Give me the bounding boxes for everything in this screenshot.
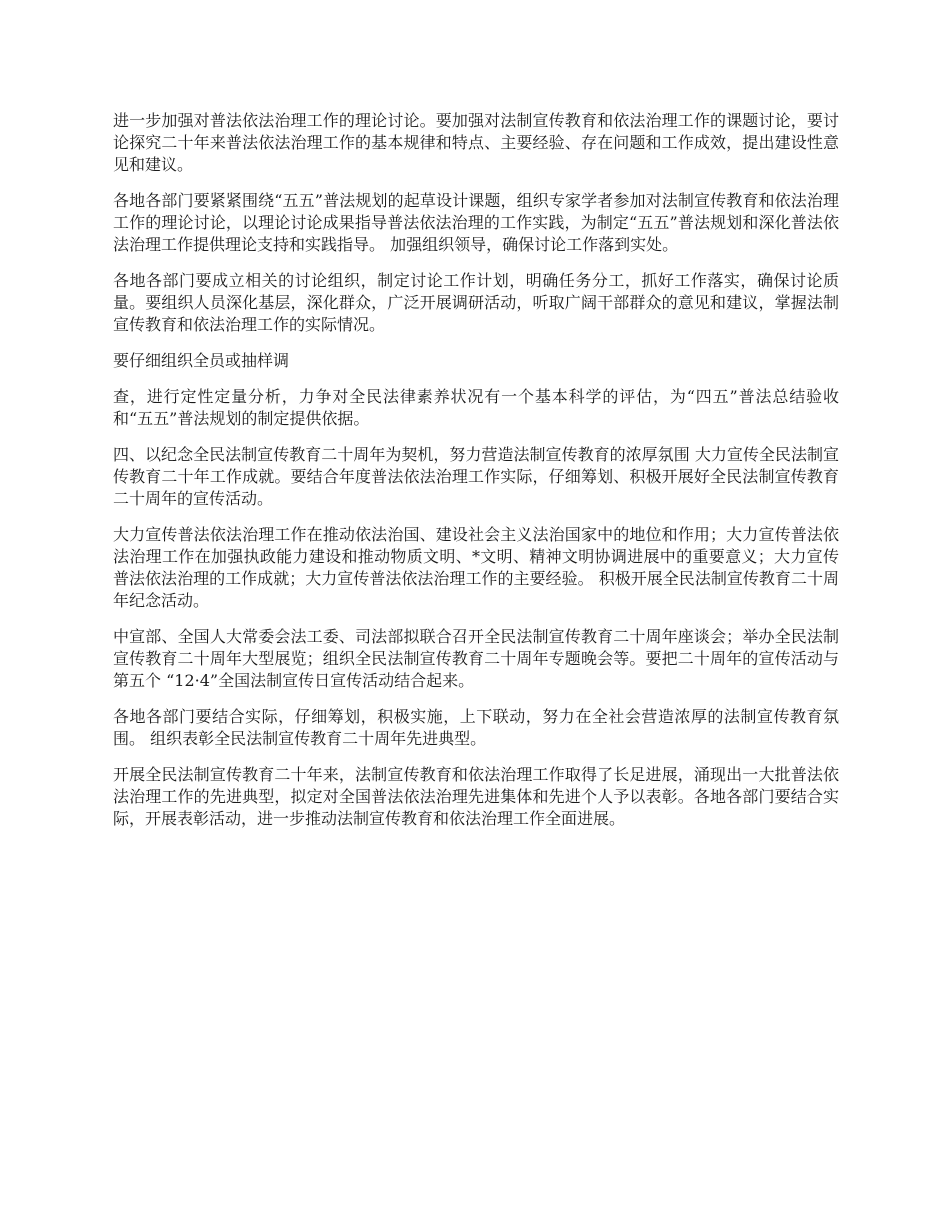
paragraph-5: 查，进行定性定量分析，力争对全民法律素养状况有一个基本科学的评估，为“四五”普法总结验收和“五五”普法规划的制定提供依据。 xyxy=(113,387,839,428)
paragraph-6: 四、以纪念全民法制宣传教育二十周年为契机，努力营造法制宣传教育的浓厚氛围 大力宣传全民法制宣传教育二十年工作成就。要结合年度普法依法治理工作实际，仔细筹划、积极开展好全民法制宣传教育二十周年的宣传活动。 xyxy=(113,445,839,508)
paragraph-4: 要仔细组织全员或抽样调 xyxy=(113,351,290,370)
paragraph-8: 中宣部、全国人大常委会法工委、司法部拟联合召开全民法制宣传教育二十周年座谈会；举办全民法制宣传教育二十周年大型展览；组织全民法制宣传教育二十周年专题晚会等。要把二十周年的宣传活动与第五个 “12·4”全国法制宣传日宣传活动结合起来。 xyxy=(113,627,839,690)
document-body xyxy=(113,110,839,844)
paragraph-2: 各地各部门要紧紧围绕“五五”普法规划的起草设计课题，组织专家学者参加对法制宣传教育和依法治理工作的理论讨论，以理论讨论成果指导普法依法治理的工作实践，为制定“五五”普法规划和深化普法依法治理工作提供理论支持和实践指导。 加强组织领导，确保讨论工作落到实处。 xyxy=(113,191,839,254)
paragraph-3: 各地各部门要成立相关的讨论组织，制定讨论工作计划，明确任务分工，抓好工作落实，确保讨论质量。要组织人员深化基层，深化群众，广泛开展调研活动，听取广阔干部群众的意见和建议，掌握法制宣传教育和依法治理工作的实际情况。 xyxy=(113,271,839,334)
paragraph-9: 各地各部门要结合实际，仔细筹划，积极实施，上下联动，努力在全社会营造浓厚的法制宣传教育氛围。 组织表彰全民法制宣传教育二十周年先进典型。 xyxy=(113,707,839,748)
paragraph-10: 开展全民法制宣传教育二十年来，法制宣传教育和依法治理工作取得了长足进展，涌现出一大批普法依法治理工作的先进典型，拟定对全国普法依法治理先进集体和先进个人予以表彰。各地各部门要结合实际，开展表彰活动，进一步推动法制宣传教育和依法治理工作全面进展。 xyxy=(113,765,839,828)
paragraph-7: 大力宣传普法依法治理工作在推动依法治国、建设社会主义法治国家中的地位和作用；大力宣传普法依法治理工作在加强执政能力建设和推动物质文明、*文明、精神文明协调进展中的重要意义；大力宣传普法依法治理的工作成就；大力宣传普法依法治理工作的主要经验。 积极开展全民法制宣传教育二十周年纪念活动。 xyxy=(113,525,839,610)
paragraph-1: 进一步加强对普法依法治理工作的理论讨论。要加强对法制宣传教育和依法治理工作的课题讨论，要讨论探究二十年来普法依法治理工作的基本规律和特点、主要经验、存在问题和工作成效，提出建设性意见和建议。 xyxy=(113,111,839,174)
